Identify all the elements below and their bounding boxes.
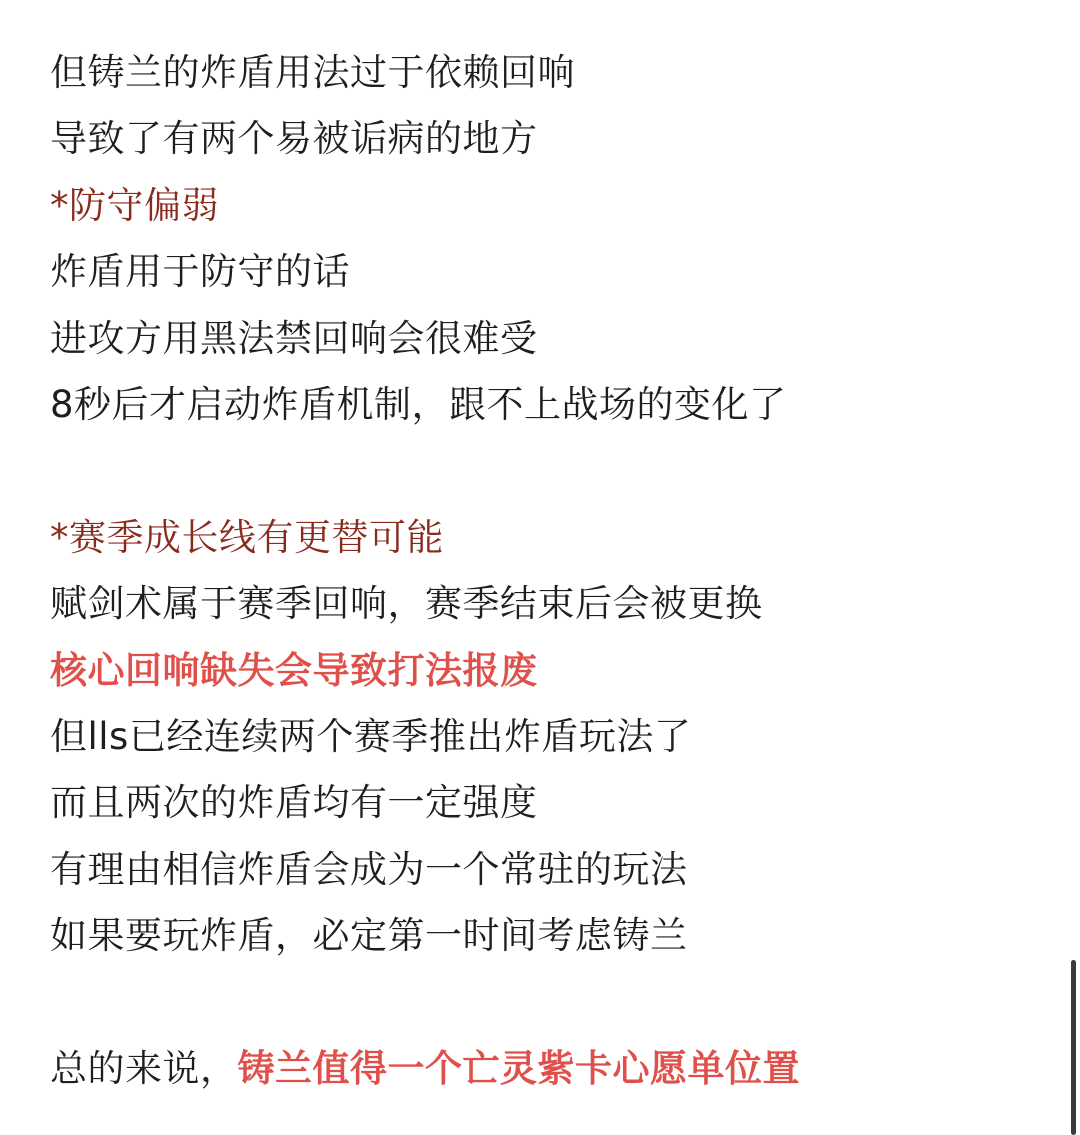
highlight-line: 核心回响缺失会导致打法报废 (50, 648, 538, 692)
scrollbar[interactable] (1071, 960, 1076, 1135)
conclusion-prefix: 总的来说， (50, 1046, 238, 1090)
text-line: 有理由相信炸盾会成为一个常驻的玩法 (50, 847, 688, 891)
spacer (50, 438, 1040, 504)
section-heading-season: *赛季成长线有更替可能 (50, 515, 444, 559)
spacer (50, 969, 1040, 1035)
text-line: 进攻方用黑法禁回响会很难受 (50, 316, 538, 360)
article-body (50, 40, 1040, 1102)
text-line: 如果要玩炸盾，必定第一时间考虑铸兰 (50, 914, 688, 958)
text-line: 但铸兰的炸盾用法过于依赖回响 (50, 51, 575, 94)
text-line: 导致了有两个易被诟病的地方 (50, 117, 538, 161)
text-line: 8秒后才启动炸盾机制，跟不上战场的变化了 (50, 382, 787, 426)
section-heading-defense: *防守偏弱 (50, 183, 219, 227)
conclusion-highlight: 铸兰值得一个亡灵紫卡心愿单位置 (237, 1046, 800, 1090)
text-line: 炸盾用于防守的话 (50, 250, 350, 294)
text-line: 赋剑术属于赛季回响，赛季结束后会被更换 (50, 582, 763, 626)
text-line: 但lls已经连续两个赛季推出炸盾玩法了 (50, 714, 692, 758)
conclusion-line (50, 1036, 1040, 1102)
text-line: 而且两次的炸盾均有一定强度 (50, 781, 538, 825)
